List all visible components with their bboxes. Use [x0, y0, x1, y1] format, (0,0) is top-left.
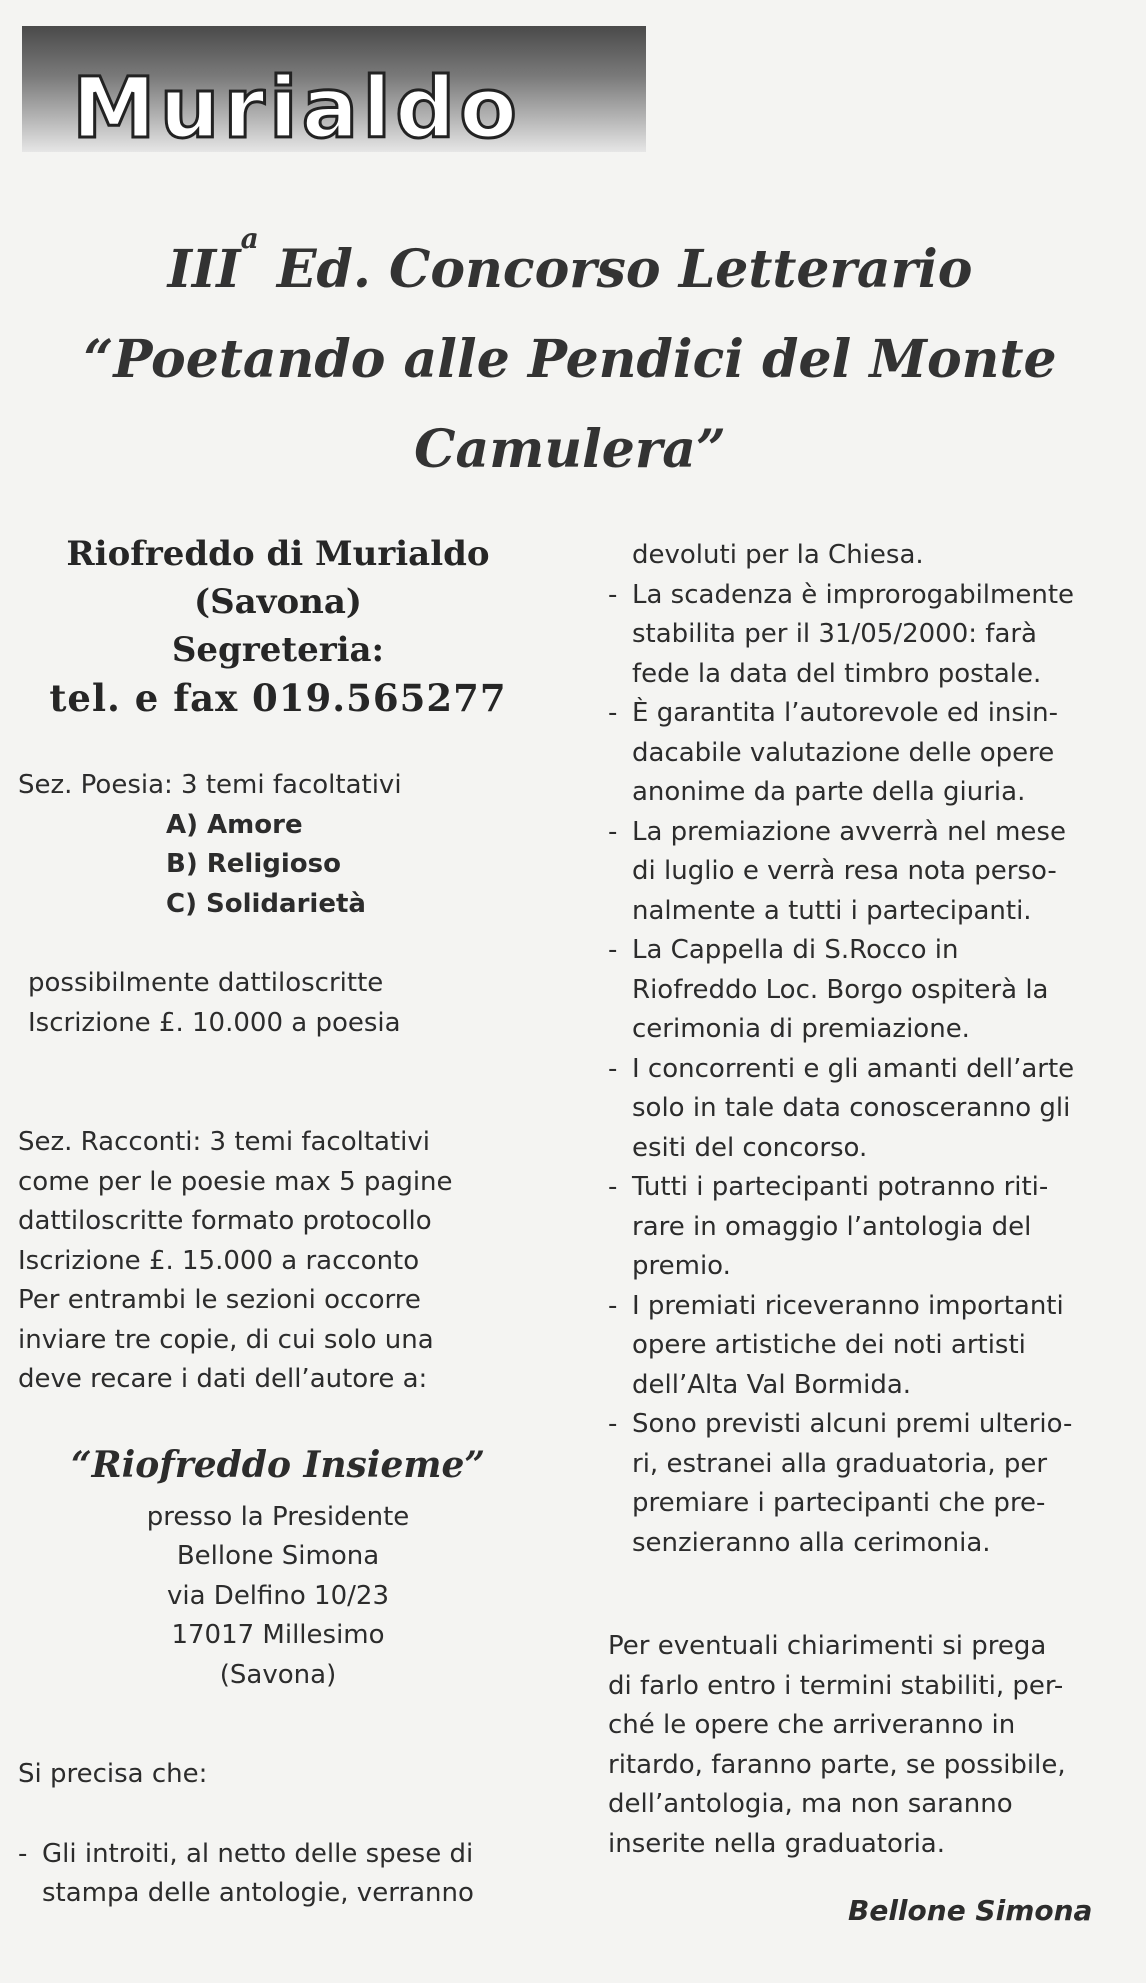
- notes-section: [18, 1755, 538, 1914]
- title-line-3: Camulera”: [414, 419, 726, 480]
- title-line-1: III$^a$ Ed. Concorso Letterario: [167, 222, 973, 300]
- racconti-line: Sez. Racconti: 3 temi facoltativi: [18, 1127, 431, 1157]
- list-item: - Gli introiti, al netto delle spese di stampa delle antologie, verranno: [18, 1838, 474, 1908]
- racconti-line: deve recare i dati dell’autore a:: [18, 1364, 428, 1394]
- list-item: - La Cappella di S.Rocco in Riofreddo Loc. Borgo ospiterà la cerimonia di premiazione.: [608, 935, 1049, 1044]
- racconti-line: dattiloscritte formato protocollo: [18, 1206, 432, 1236]
- racconti-line: Iscrizione £. 15.000 a racconto: [18, 1245, 420, 1276]
- address-line: presso la Presidente: [146, 1501, 410, 1532]
- signature: Bellone Simona: [848, 1894, 1093, 1927]
- contact-province: (Savona): [194, 582, 362, 622]
- contact-phone: tel. e fax 019.565277: [49, 676, 507, 720]
- page-title: [60, 222, 1080, 495]
- contact-block: [18, 530, 538, 722]
- address-line: (Savona): [219, 1659, 337, 1690]
- address-block: [18, 1438, 538, 1696]
- theme-item: B) Religioso: [166, 849, 341, 879]
- racconti-line: inviare tre copie, di cui solo una: [18, 1324, 434, 1355]
- contact-secretary: Segreteria:: [171, 630, 385, 670]
- header-banner: [22, 26, 646, 157]
- racconti-line: come per le poesie max 5 pagine: [18, 1166, 453, 1197]
- association-name: “Riofreddo Insieme”: [70, 1443, 486, 1486]
- racconti-section: [18, 1123, 538, 1400]
- right-column: [608, 536, 1130, 1864]
- poesia-section: [18, 766, 538, 1043]
- theme-item: A) Amore: [166, 809, 303, 840]
- poesia-note: possibilmente dattiloscritte: [28, 968, 384, 998]
- address-line: Bellone Simona: [176, 1541, 380, 1571]
- notes-intro: Si precisa che:: [18, 1759, 208, 1789]
- theme-item: C) Solidarietà: [166, 888, 366, 919]
- list-item: - I concorrenti e gli amanti dell’arte solo in tale data conosceranno gli esiti del concorso.: [608, 1053, 1075, 1163]
- continuation-line: devoluti per la Chiesa.: [632, 540, 924, 570]
- title-line-2: “Poetando alle Pendici del Monte: [83, 329, 1057, 390]
- list-item: - I premiati riceveranno importanti opere artistiche dei noti artisti dell’Alta Val Bormida.: [608, 1290, 1064, 1400]
- contact-location: Riofreddo di Murialdo: [66, 534, 490, 574]
- address-line: 17017 Millesimo: [171, 1620, 385, 1650]
- racconti-line: Per entrambi le sezioni occorre: [18, 1285, 421, 1315]
- closing-paragraph: Per eventuali chiarimenti si prega di farlo entro i termini stabiliti, per- ché le opere che arriveranno in ritardo, faranno parte, se possibile, dell’antologia, ma non saranno inserite nella graduatoria.: [608, 1631, 1066, 1859]
- list-item: - La scadenza è improrogabilmente stabilita per il 31/05/2000: farà fede la data del timbro postale.: [608, 579, 1075, 689]
- left-column: [18, 530, 538, 1914]
- list-item: - La premiazione avverrà nel mese di luglio e verrà resa nota perso- nalmente a tutti i partecipanti.: [608, 816, 1066, 926]
- address-line: via Delfino 10/23: [166, 1580, 389, 1611]
- banner-title: Murialdo: [72, 59, 521, 157]
- poesia-intro: Sez. Poesia: 3 temi facoltativi: [18, 770, 402, 800]
- list-item: - È garantita l’autorevole ed insin- dacabile valutazione delle opere anonime da parte della giuria.: [608, 698, 1059, 807]
- list-item: - Tutti i partecipanti potranno riti- rare in omaggio l’antologia del premio.: [608, 1172, 1049, 1281]
- poesia-fee: Iscrizione £. 10.000 a poesia: [28, 1007, 401, 1038]
- list-item: - Sono previsti alcuni premi ulterio- ri, estranei alla graduatoria, per premiare i partecipanti che pre- senzieranno alla cerimonia.: [608, 1409, 1073, 1558]
